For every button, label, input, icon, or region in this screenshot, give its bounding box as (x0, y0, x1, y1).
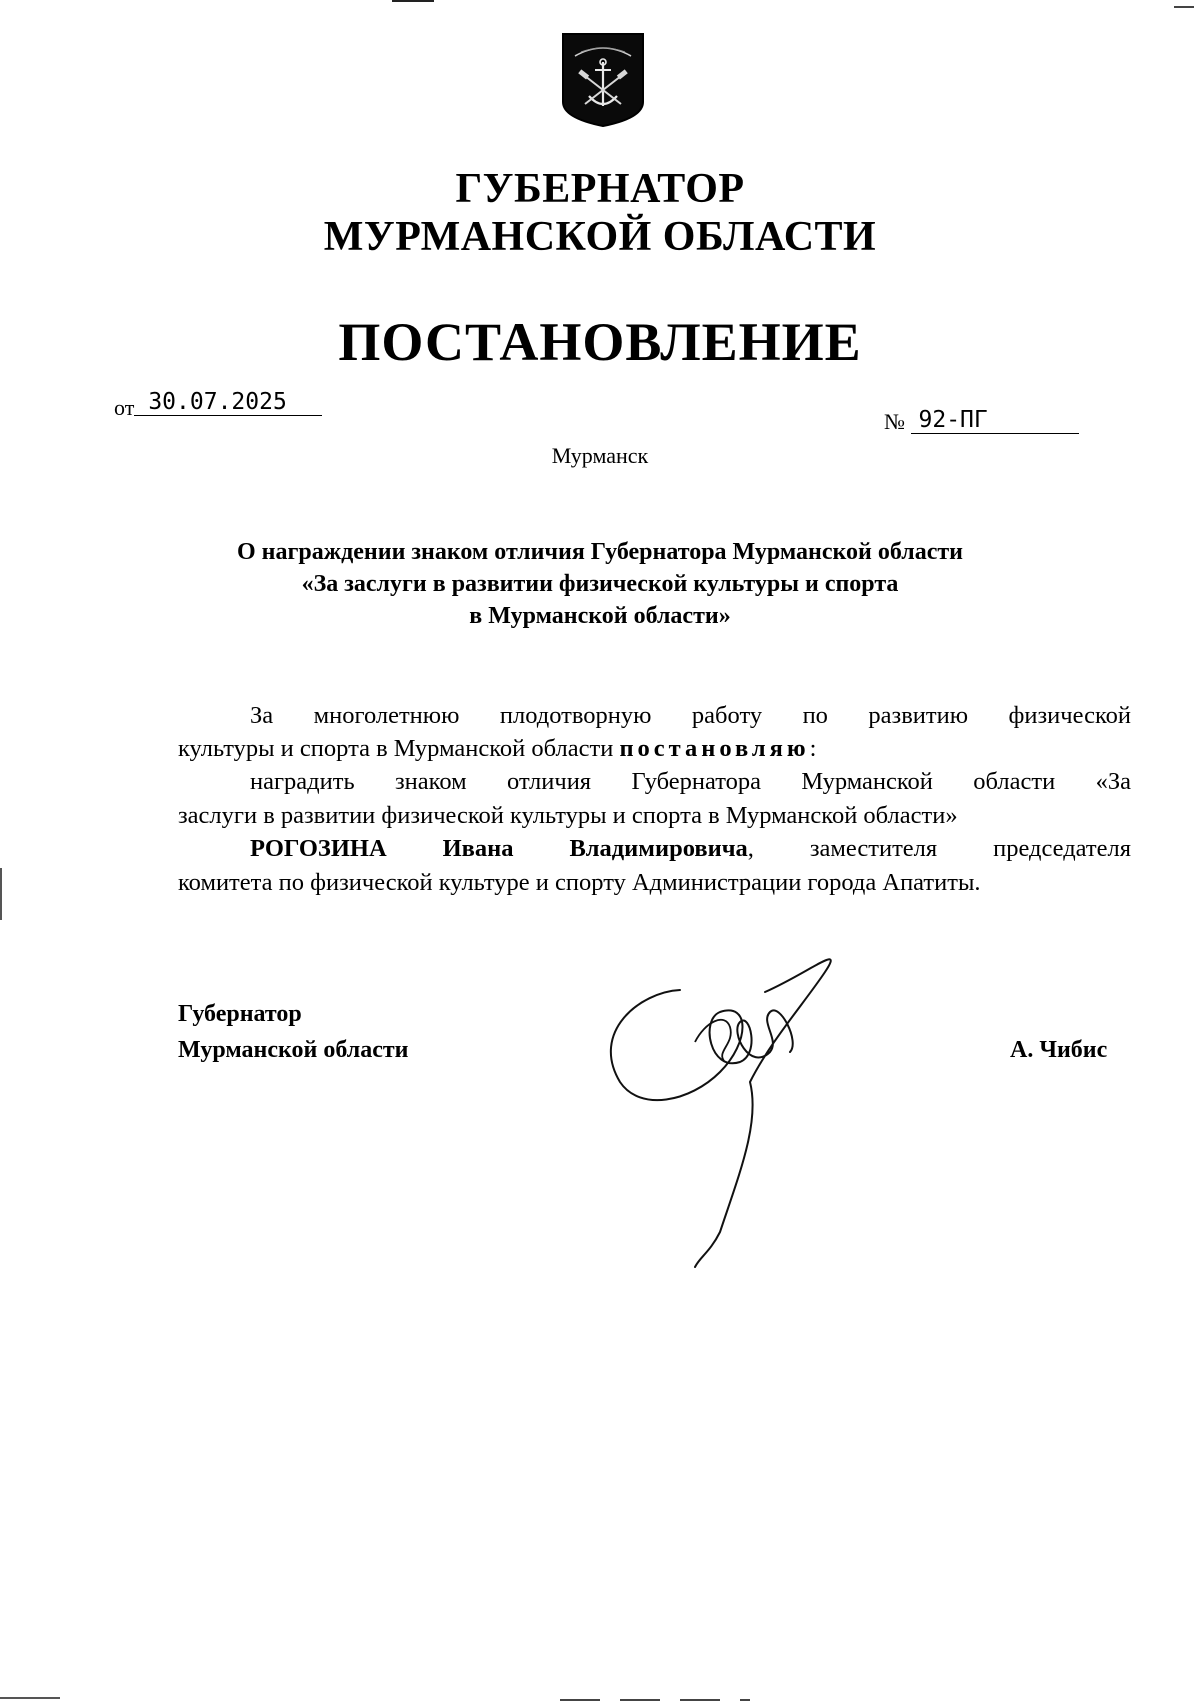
scan-artifact (0, 868, 2, 920)
signatory-title-line-1: Губернатор (178, 1001, 302, 1027)
body-paragraph-1-line-2 (178, 733, 1131, 765)
number-row (884, 408, 1079, 436)
body-paragraph-2-line-1: наградить знаком отличия Губернатора Мурманской области «За (250, 768, 1131, 795)
decision-word: постановляю (619, 735, 810, 762)
handwritten-signature (600, 952, 900, 1272)
number-prefix: № (884, 409, 905, 434)
signatory-name: А. Чибис (1010, 1037, 1108, 1063)
body-paragraph-2-line-2: заслуги в развитии физической культуры и спорта в Мурманской области» (178, 802, 958, 829)
document-type-title: ПОСТАНОВЛЕНИЕ (338, 312, 862, 372)
scan-artifact (1174, 6, 1194, 8)
body-paragraph-3-line-2: комитета по физической культуре и спорту Администрации города Апатиты. (178, 869, 981, 896)
date-row (114, 389, 322, 422)
coat-of-arms-emblem (561, 32, 645, 128)
body-text: культуры и спорта в Мурманской области (178, 735, 620, 762)
subject-line-2: «За заслуги в развитии физической культуры и спорта (301, 571, 899, 597)
date-prefix: от (114, 395, 135, 420)
city-label: Мурманск (551, 443, 649, 468)
document-number: 92-ПГ (911, 407, 1079, 434)
body-paragraph-1-line-1: За многолетнюю плодотворную работу по развитию физической (250, 702, 1131, 729)
signatory-title-line-2: Мурманской области (178, 1037, 409, 1063)
awardee-name: РОГОЗИНА Ивана Владимировича (250, 835, 748, 862)
scan-artifact (560, 1699, 750, 1701)
org-title-line-1: ГУБЕРНАТОР (455, 166, 745, 212)
awardee-position: , заместителя председателя (747, 835, 1131, 862)
body-paragraph-3-line-1 (250, 833, 1131, 865)
org-title-line-2: МУРМАНСКОЙ ОБЛАСТИ (323, 214, 877, 260)
document-date: 30.07.2025 (134, 389, 322, 416)
scan-artifact (0, 1697, 60, 1699)
subject-line-3: в Мурманской области» (469, 603, 731, 629)
punctuation: : (809, 735, 817, 762)
subject-line-1: О награждении знаком отличия Губернатора Мурманской области (236, 539, 964, 565)
scan-artifact (392, 0, 434, 2)
